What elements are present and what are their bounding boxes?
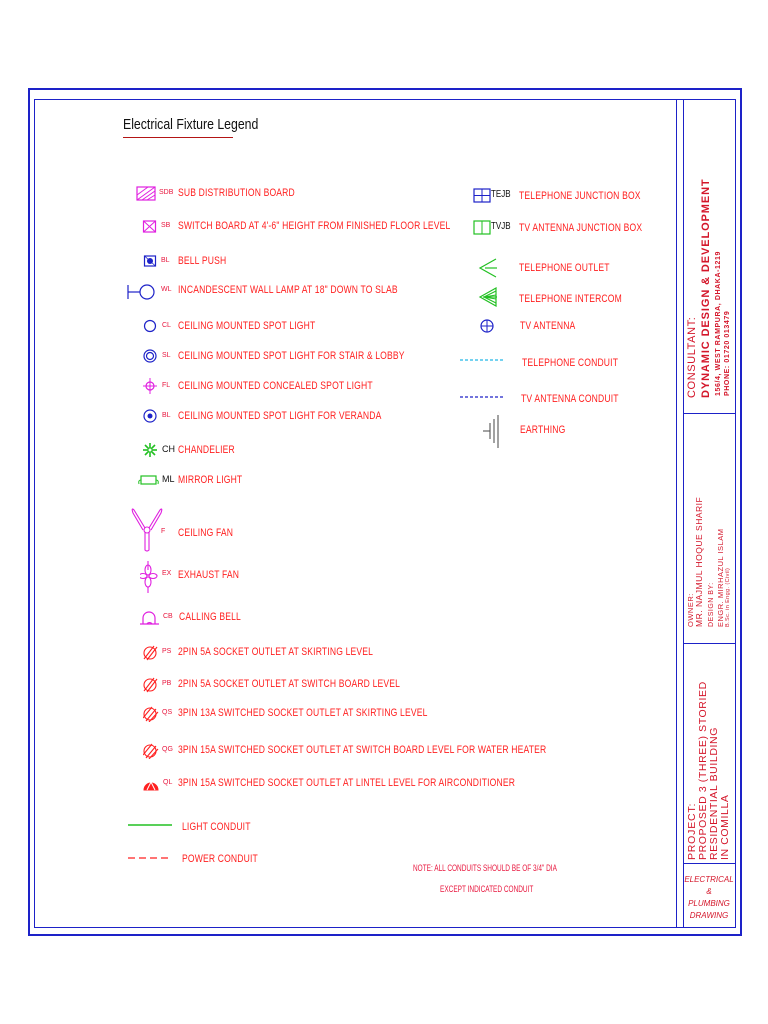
exhaust-fan-icon — [140, 560, 158, 594]
legend-label: EXHAUST FAN — [178, 569, 240, 581]
project-label: PROJECT: — [686, 802, 698, 860]
legend-label: TELEPHONE CONDUIT — [522, 357, 619, 369]
legend-label: 2PIN 5A SOCKET OUTLET AT SWITCH BOARD LEVEL — [178, 678, 401, 690]
legend-label: MIRROR LIGHT — [178, 474, 243, 486]
conduit-note-line-2: EXCEPT INDICATED CONDUIT — [440, 884, 534, 894]
socket-2pin-switchboard-icon — [143, 677, 159, 693]
legend-label: 3PIN 15A SWITCHED SOCKET OUTLET AT LINTEL LEVEL FOR AIRCONDITIONER — [178, 777, 516, 789]
socket-3pin-skirting-icon — [143, 706, 159, 722]
legend-title: Electrical Fixture Legend — [123, 116, 259, 133]
design-label: DESIGN BY: — [708, 582, 715, 627]
consultant-name: DYNAMIC DESIGN & DEVELOPMENT — [700, 178, 712, 398]
legend-code: QG — [162, 746, 173, 753]
telephone-junction-box-icon — [473, 188, 493, 204]
drawing-title-line-1: ELECTRICAL & — [684, 875, 734, 896]
chandelier-icon — [143, 442, 159, 460]
legend-label: POWER CONDUIT — [182, 853, 258, 865]
legend-label: 3PIN 15A SWITCHED SOCKET OUTLET AT SWITCH BOARD LEVEL FOR WATER HEATER — [178, 744, 547, 756]
legend-code: PB — [162, 680, 172, 687]
legend-label: CEILING MOUNTED SPOT LIGHT FOR VERANDA — [178, 410, 382, 422]
legend-code: FL — [162, 382, 171, 389]
veranda-spot-light-icon — [143, 409, 159, 425]
tv-antenna-junction-box-icon — [473, 220, 493, 236]
legend-label: CEILING MOUNTED SPOT LIGHT FOR STAIR & LOBBY — [178, 350, 405, 362]
legend-code: TEJB — [491, 189, 511, 200]
designer-name: ENGR. MIRHAZUL ISLAM — [716, 528, 725, 627]
legend-label: CHANDELIER — [178, 444, 235, 456]
consultant-address: 156/4, WEST RAMPURA, DHAKA-1219 — [715, 250, 722, 396]
concealed-spot-light-icon — [143, 377, 159, 395]
legend-title-underline — [123, 137, 233, 138]
legend-label: 3PIN 13A SWITCHED SOCKET OUTLET AT SKIRTING LEVEL — [178, 707, 428, 719]
legend-code: F — [161, 528, 166, 535]
legend-code: CL — [162, 322, 171, 329]
legend-code: CB — [163, 613, 173, 620]
legend-code: SB — [161, 222, 171, 229]
legend-label: EARTHING — [520, 424, 566, 436]
ceiling-fan-icon — [130, 506, 164, 552]
legend-label: TELEPHONE INTERCOM — [519, 293, 622, 305]
legend-label: 2PIN 5A SOCKET OUTLET AT SKIRTING LEVEL — [178, 646, 374, 658]
legend-label: BELL PUSH — [178, 255, 227, 267]
socket-2pin-skirting-icon — [143, 645, 159, 661]
drawing-title-line-2: PLUMBING — [688, 899, 730, 908]
legend-label: LIGHT CONDUIT — [182, 821, 251, 833]
project-line-2: RESIDENTIAL BUILDING — [708, 727, 720, 860]
legend-code: CH — [162, 444, 175, 454]
owner-name: MR. NAJMUL HOQUE SHARIF — [694, 496, 704, 627]
mirror-light-icon — [138, 473, 160, 489]
project-line-3: IN COMILLA — [719, 794, 731, 860]
tv-antenna-conduit-line-icon — [460, 392, 506, 404]
calling-bell-icon — [139, 608, 161, 626]
legend-label: SWITCH BOARD AT 4'-6" HEIGHT FROM FINISHED FLOOR LEVEL — [178, 220, 451, 232]
telephone-intercom-icon — [477, 287, 499, 307]
legend-label: CEILING FAN — [178, 527, 234, 539]
power-conduit-line-icon — [128, 852, 174, 868]
consultant-phone: PHONE: 01720 013479 — [724, 310, 731, 396]
designer-degree: B.Sc. in Engg. (Civil) — [725, 567, 731, 627]
legend-code: TVJB — [491, 221, 511, 232]
wall-lamp-icon — [126, 282, 158, 302]
legend-code: BL — [161, 257, 170, 264]
legend-code: QS — [162, 709, 173, 716]
sub-distribution-board-icon — [136, 186, 158, 202]
owner-label: OWNER: — [686, 593, 695, 627]
legend-code: SDB — [159, 189, 174, 196]
legend-label: TELEPHONE JUNCTION BOX — [519, 190, 641, 202]
legend-code: ML — [162, 474, 175, 484]
socket-3pin-heater-icon — [143, 743, 159, 759]
drawing-title-line-3: DRAWING — [689, 911, 729, 920]
legend-label: CALLING BELL — [179, 611, 241, 623]
socket-3pin-ac-icon — [143, 776, 161, 792]
bell-push-icon — [143, 254, 159, 270]
legend-code: SL — [162, 352, 171, 359]
consultant-label: CONSULTANT: — [686, 316, 698, 398]
conduit-note-line-1: NOTE: ALL CONDUITS SHOULD BE OF 3/4" DIA — [413, 863, 557, 873]
legend-label: SUB DISTRIBUTION BOARD — [178, 187, 295, 199]
legend-label: CEILING MOUNTED SPOT LIGHT — [178, 320, 316, 332]
earthing-icon — [482, 415, 504, 449]
legend-code: PS — [162, 648, 172, 655]
legend-label: TV ANTENNA JUNCTION BOX — [519, 222, 643, 234]
switch-board-icon — [142, 219, 158, 235]
light-conduit-line-icon — [128, 818, 174, 834]
tv-antenna-icon — [480, 319, 496, 335]
legend-label: INCANDESCENT WALL LAMP AT 18" DOWN TO SLAB — [178, 284, 398, 296]
ceiling-spot-light-icon — [143, 319, 159, 335]
legend-label: TELEPHONE OUTLET — [519, 262, 610, 274]
drawing-title — [684, 874, 734, 922]
telephone-outlet-icon — [477, 258, 499, 278]
legend-code: EX — [162, 570, 172, 577]
legend-code: BL — [162, 412, 171, 419]
legend-code: WL — [161, 286, 172, 293]
telephone-conduit-line-icon — [460, 355, 506, 367]
stair-spot-light-icon — [143, 349, 159, 365]
project-line-1: PROPOSED 3 (THREE) STORIED — [697, 681, 709, 860]
legend-label: TV ANTENNA CONDUIT — [521, 393, 619, 405]
legend-label: TV ANTENNA — [520, 320, 576, 332]
legend-label: CEILING MOUNTED CONCEALED SPOT LIGHT — [178, 380, 373, 392]
legend-code: QL — [163, 779, 173, 786]
